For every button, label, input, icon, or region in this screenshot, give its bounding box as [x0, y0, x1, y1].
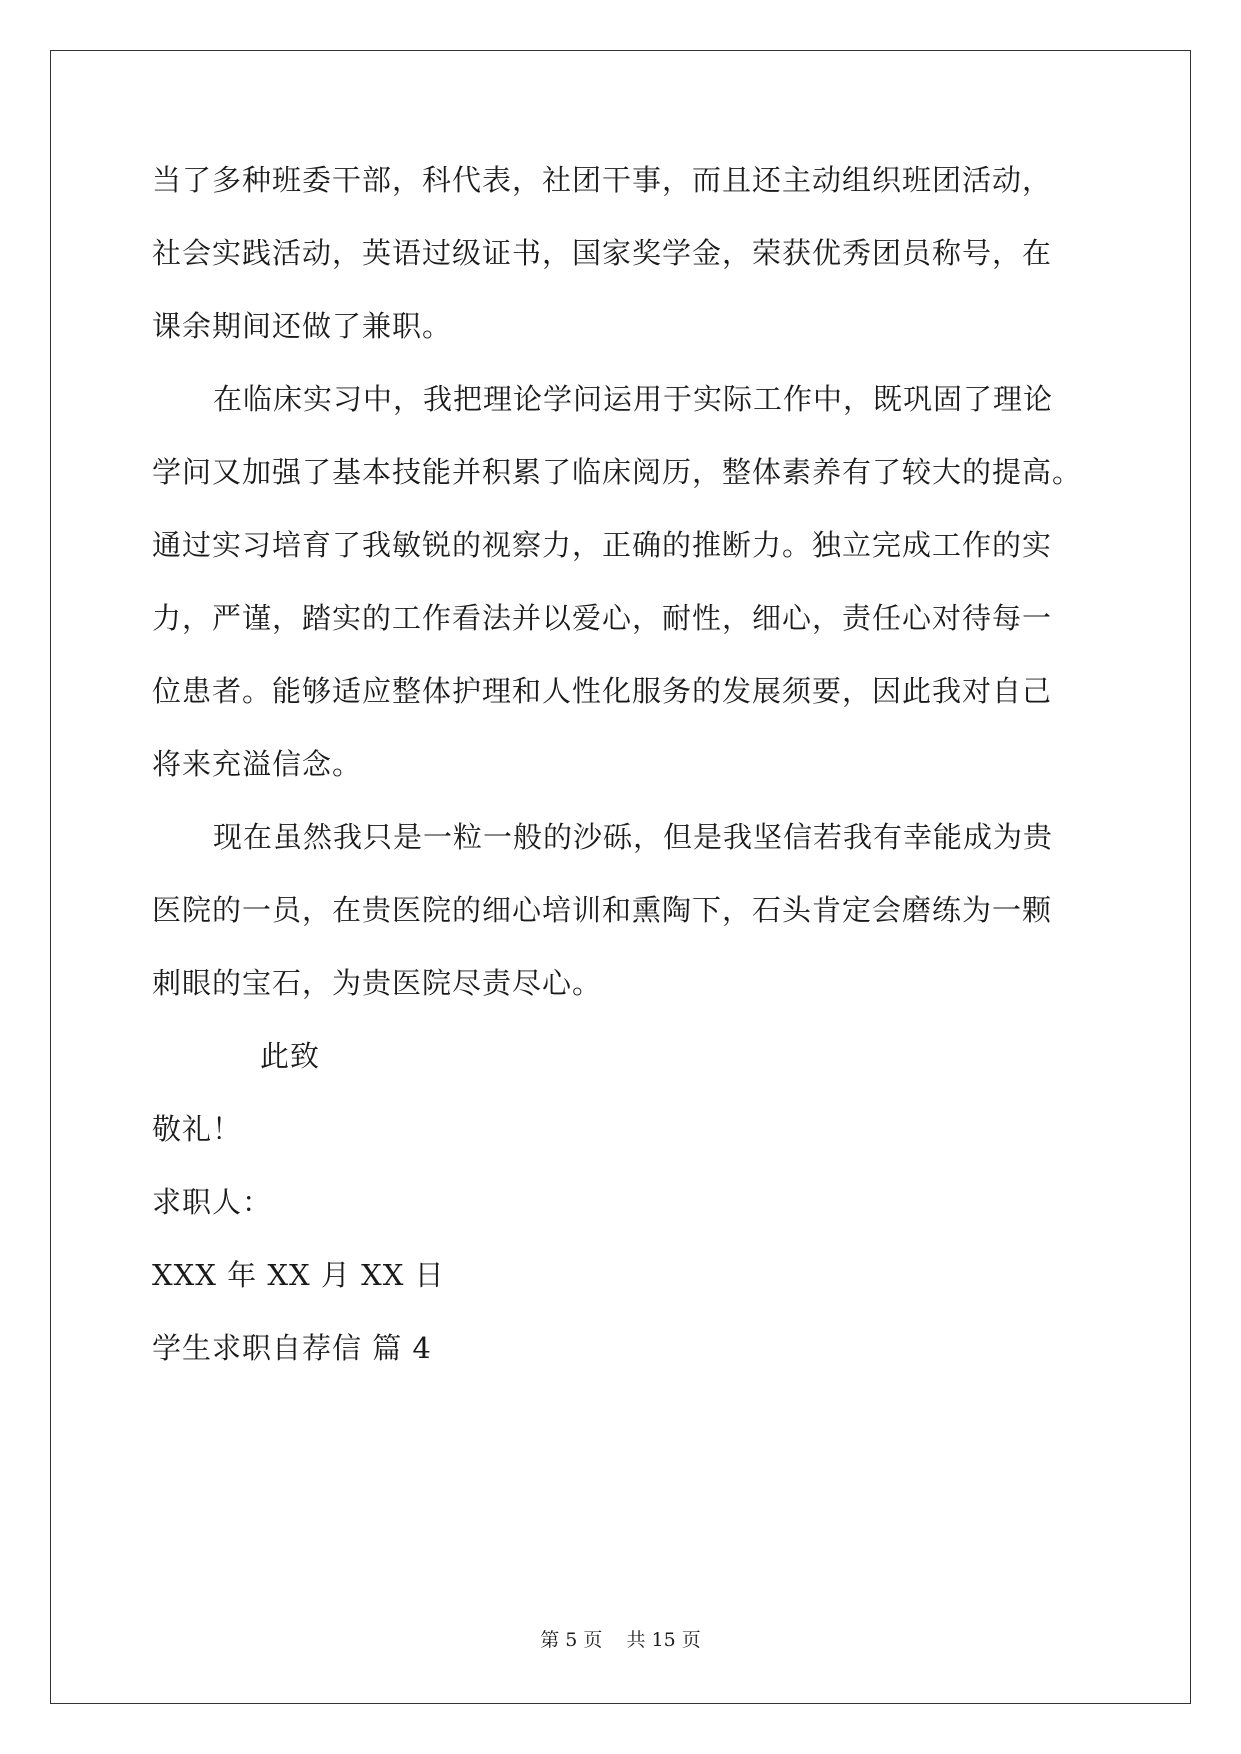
section-heading: 学生求职自荐信 篇 4 — [152, 1331, 432, 1365]
body-line: 位患者。能够适应整体护理和人性化服务的发展须要，因此我对自己 — [152, 674, 1053, 708]
salutation-closing: 此致 — [260, 1039, 321, 1073]
page-number: 第 5 页 — [540, 1629, 603, 1651]
page-border — [50, 50, 1191, 1704]
applicant-label: 求职人： — [152, 1185, 273, 1219]
paragraph-first-line: 现在虽然我只是一粒一般的沙砾，但是我坚信若我有幸能成为贵 — [213, 820, 1054, 854]
salutation-respect: 敬礼！ — [152, 1112, 243, 1146]
page-footer — [0, 1628, 1241, 1652]
paragraph-first-line: 在临床实习中，我把理论学问运用于实际工作中，既巩固了理论 — [213, 382, 1054, 416]
date-line: XXX 年 XX 月 XX 日 — [152, 1258, 445, 1292]
page-total: 共 15 页 — [626, 1629, 701, 1651]
body-line: 通过实习培育了我敏锐的视察力，正确的推断力。独立完成工作的实 — [152, 528, 1053, 562]
body-line: 医院的一员，在贵医院的细心培训和熏陶下，石头肯定会磨练为一颗 — [152, 893, 1053, 927]
body-line: 社会实践活动，英语过级证书，国家奖学金，荣获优秀团员称号，在 — [152, 236, 1053, 270]
body-line: 课余期间还做了兼职。 — [152, 309, 453, 343]
body-line: 学问又加强了基本技能并积累了临床阅历，整体素养有了较大的提高。 — [152, 455, 1083, 489]
body-line: 将来充溢信念。 — [152, 747, 363, 781]
body-line: 力，严谨，踏实的工作看法并以爱心，耐性，细心，责任心对待每一 — [152, 601, 1053, 635]
body-line: 刺眼的宝石，为贵医院尽责尽心。 — [152, 966, 603, 1000]
body-line: 当了多种班委干部，科代表，社团干事，而且还主动组织班团活动， — [152, 163, 1053, 197]
